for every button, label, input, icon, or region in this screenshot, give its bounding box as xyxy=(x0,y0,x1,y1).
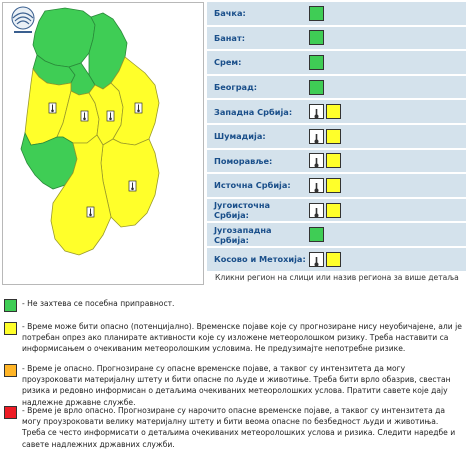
region-warning-icons xyxy=(307,227,324,242)
region-warning-icons xyxy=(307,178,341,193)
region-row[interactable] xyxy=(207,199,466,224)
region-name-link[interactable]: Источна Србија: xyxy=(214,180,291,191)
thermometer-icon xyxy=(309,178,324,193)
region-name-link[interactable]: Поморавље: xyxy=(214,155,273,166)
region-warning-icons xyxy=(307,203,341,218)
region-name-link[interactable]: Бачка: xyxy=(214,8,246,19)
yellow-warning-square xyxy=(326,104,341,119)
legend-swatch-yellow xyxy=(4,322,17,335)
green-warning-square xyxy=(309,55,324,70)
yellow-warning-square xyxy=(326,252,341,267)
legend-text-orange: - Време је опасно. Прогнозиране су опасне временске појаве, а таквог су интензитета да могу проузроковати материјалну штету и бити опасне по људе и животиње. Треба бити врло обазрив, свестан ризика и редовно информисан о детаљима очекиваних метеоролошких услова. Пратити савете које дају надлежне државне службе. xyxy=(22,364,451,407)
thermometer-icon xyxy=(309,252,324,267)
thermometer-icon xyxy=(49,103,56,113)
region-warning-icons xyxy=(307,30,324,45)
region-row[interactable] xyxy=(207,100,466,125)
region-row[interactable] xyxy=(207,76,466,101)
thermometer-icon xyxy=(135,103,142,113)
region-row[interactable] xyxy=(207,51,466,76)
region-warning-icons xyxy=(307,80,324,95)
legend-text-red: - Време је врло опасно. Прогнозиране су нарочито опасне временске појаве, а таквог су интензитета да могу проузроковати велику материјалну штету и бити веома опасне по безбедност људи и животиња. Треба се често информисати о детаљима очекиваних метеоролошких услова и ризика. Следити наредбе и савете надлежних државних служби. xyxy=(22,406,456,449)
legend-item-red xyxy=(4,405,464,449)
region-row[interactable] xyxy=(207,150,466,175)
yellow-warning-square xyxy=(326,178,341,193)
thermometer-icon xyxy=(309,203,324,218)
legend-swatch-red xyxy=(4,406,17,419)
region-name-link[interactable]: Западна Србија: xyxy=(214,106,293,117)
rhmz-logo-icon xyxy=(3,3,43,37)
region-row[interactable] xyxy=(207,223,466,248)
region-warning-icons xyxy=(307,104,341,119)
yellow-warning-square xyxy=(326,203,341,218)
click-region-hint: Кликни регион на слици или назив региона за више детаља xyxy=(215,273,459,282)
region-row[interactable] xyxy=(207,125,466,150)
yellow-warning-square xyxy=(326,153,341,168)
thermometer-icon xyxy=(309,104,324,119)
legend-swatch-green xyxy=(4,299,17,312)
green-warning-square xyxy=(309,80,324,95)
thermometer-icon xyxy=(107,111,114,121)
legend-item-yellow xyxy=(4,321,464,357)
region-name-link[interactable]: Београд: xyxy=(214,82,257,93)
region-warning-icons xyxy=(307,6,324,21)
legend-swatch-orange xyxy=(4,364,17,377)
region-warning-icons xyxy=(307,252,341,267)
green-warning-square xyxy=(309,30,324,45)
yellow-warning-square xyxy=(326,129,341,144)
legend-text-yellow: - Време може бити опасно (потенцијално). Временске појаве које су прогнозиране нису неуобичајене, али је потребан опрез ако планирате активности које су изложене метеоролошком ризику. Треба наставити са информисањем о очекиваним метеоролошким условима. Не предузимајте непотребне ризике. xyxy=(22,322,462,354)
green-warning-square xyxy=(309,227,324,242)
region-warning-icons xyxy=(307,55,324,70)
region-warning-icons xyxy=(307,153,341,168)
thermometer-icon xyxy=(309,129,324,144)
region-row[interactable] xyxy=(207,27,466,52)
warning-map[interactable] xyxy=(2,2,204,285)
region-name-link[interactable]: Косово и Метохија: xyxy=(214,254,306,265)
green-warning-square xyxy=(309,6,324,21)
region-warning-table xyxy=(207,2,466,273)
legend-item-orange xyxy=(4,363,464,407)
region-row[interactable] xyxy=(207,2,466,27)
region-warning-icons xyxy=(307,129,341,144)
serbia-map-svg[interactable] xyxy=(3,3,205,286)
legend-item-green xyxy=(4,298,464,310)
legend-text-green: - Не захтева се посебна приправност. xyxy=(22,299,175,308)
region-name-link[interactable]: Југозападна Србија: xyxy=(214,224,272,245)
thermometer-icon xyxy=(81,111,88,121)
region-name-link[interactable]: Шумадија: xyxy=(214,131,266,142)
region-row[interactable] xyxy=(207,174,466,199)
region-name-link[interactable]: Банат: xyxy=(214,32,245,43)
thermometer-icon xyxy=(309,153,324,168)
region-name-link[interactable]: Срем: xyxy=(214,57,242,68)
thermometer-icon xyxy=(129,181,136,191)
region-name-link[interactable]: Југоисточна Србија: xyxy=(214,200,271,221)
thermometer-icon xyxy=(87,207,94,217)
region-row[interactable] xyxy=(207,248,466,273)
